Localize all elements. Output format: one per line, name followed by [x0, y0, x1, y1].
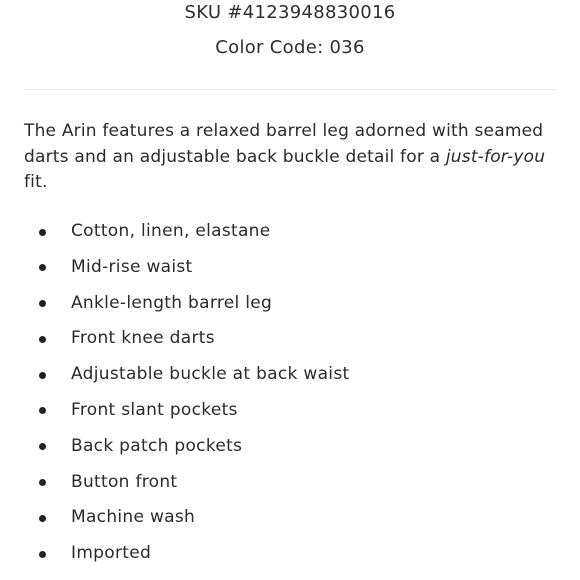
- feature-label: Front knee darts: [71, 328, 215, 349]
- section-divider: [24, 89, 556, 90]
- bullet-icon: [39, 300, 46, 307]
- feature-label: Ankle-length barrel leg: [71, 292, 273, 313]
- bullet-icon: [39, 479, 46, 486]
- feature-label: Front slant pockets: [71, 399, 238, 420]
- feature-label: Imported: [71, 543, 152, 564]
- description-text-end: fit.: [24, 172, 48, 192]
- bullet-icon: [39, 264, 46, 271]
- description-text: The Arin features a relaxed barrel leg adorned with seamed darts and an adjustable back buckle detail for a: [24, 121, 544, 167]
- bullet-icon: [39, 229, 46, 236]
- feature-label: Machine wash: [71, 507, 196, 528]
- product-description: [24, 119, 564, 196]
- feature-label: Mid-rise waist: [71, 256, 193, 277]
- feature-label: Cotton, linen, elastane: [71, 221, 271, 241]
- feature-label: Adjustable buckle at back waist: [71, 364, 350, 385]
- sku-number: SKU #4123948830016: [184, 2, 396, 23]
- bullet-icon: [39, 515, 46, 522]
- feature-label: Button front: [71, 471, 178, 492]
- bullet-icon: [39, 336, 46, 343]
- bullet-icon: [39, 443, 46, 450]
- feature-label: Back patch pockets: [71, 435, 243, 456]
- description-italic-text: just-for-you: [445, 146, 546, 167]
- bullet-icon: [39, 407, 46, 414]
- bullet-icon: [39, 551, 46, 558]
- color-code: Color Code: 036: [215, 37, 365, 58]
- bullet-icon: [39, 372, 46, 379]
